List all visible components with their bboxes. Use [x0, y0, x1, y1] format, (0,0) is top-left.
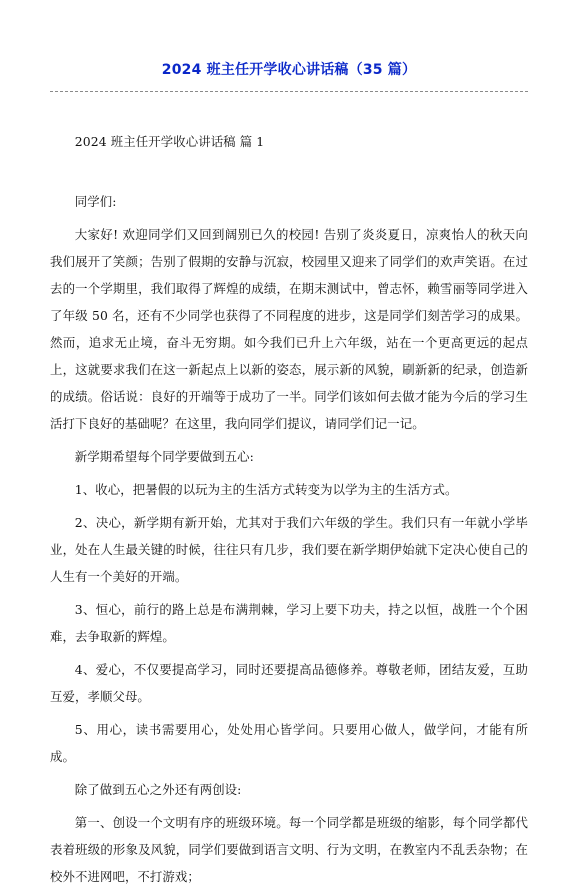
body-paragraph: 新学期希望每个同学要做到五心: — [74, 449, 254, 464]
section-gap — [50, 155, 528, 185]
section-title: 2024 班主任开学收心讲话稿 篇 1 — [74, 134, 265, 149]
list-item-paragraph: 3、恒心，前行的路上总是布满荆棘，学习上要下功夫，持之以恒，战胜一个个困难，去争取新的辉煌。 — [50, 602, 528, 644]
title-divider — [50, 91, 528, 92]
list-item-paragraph: 4、爱心，不仅要提高学习，同时还要提高品德修养。尊敬老师，团结友爱，互助互爱，孝顺父母。 — [50, 662, 528, 704]
body-paragraph: 第一、创设一个文明有序的班级环境。每一个同学都是班级的缩影，每个同学都代表着班级的形象及风貌，同学们要做到语言文明、行为文明，在教室内不乱丢杂物；在校外不进网吧，不打游戏； — [50, 815, 528, 884]
list-item-paragraph: 2、决心，新学期有新开始，尤其对于我们六年级的学生。我们只有一年就小学毕业，处在人生最关键的时候，往往只有几步，我们要在新学期伊始就下定决心使自己的人生有一个美好的开端。 — [50, 515, 528, 584]
document-title: 2024 班主任开学收心讲话稿（35 篇） — [161, 62, 417, 78]
body-paragraph: 大家好! 欢迎同学们又回到阔别已久的校园! 告别了炎炎夏日，凉爽怡人的秋天向我们展开了笑颜；告别了假期的安静与沉寂，校园里又迎来了同学们的欢声笑语。在过去的一个学期里，我们取得了辉煌的成绩，在期末测试中，曾志怀，赖雪丽等同学进入了年级 50 名，还有不少同学也获得了不同程度的进步，这是同学们刻苦学习的成果。然而，追求无止境，奋斗无穷期。如今我们已升上六年级，站在一个更高更远的起点上，这就要求我们在这一新起点上以新的姿态，展示新的风貌，刷新新的纪录，创造新的成绩。俗话说：良好的开端等于成功了一半。同学们该如何去做才能为今后的学习生活打下良好的基础呢？在这里，我向同学们提议，请同学们记一记。 — [50, 227, 528, 431]
list-item-paragraph: 5、用心，读书需要用心，处处用心皆学问。只要用心做人，做学问，才能有所成。 — [50, 722, 528, 764]
list-item-paragraph: 1、收心，把暑假的以玩为主的生活方式转变为以学为主的生活方式。 — [74, 482, 458, 497]
greeting-paragraph: 同学们: — [74, 194, 117, 209]
document-body — [50, 128, 528, 890]
body-paragraph: 除了做到五心之外还有两创设: — [74, 782, 242, 797]
